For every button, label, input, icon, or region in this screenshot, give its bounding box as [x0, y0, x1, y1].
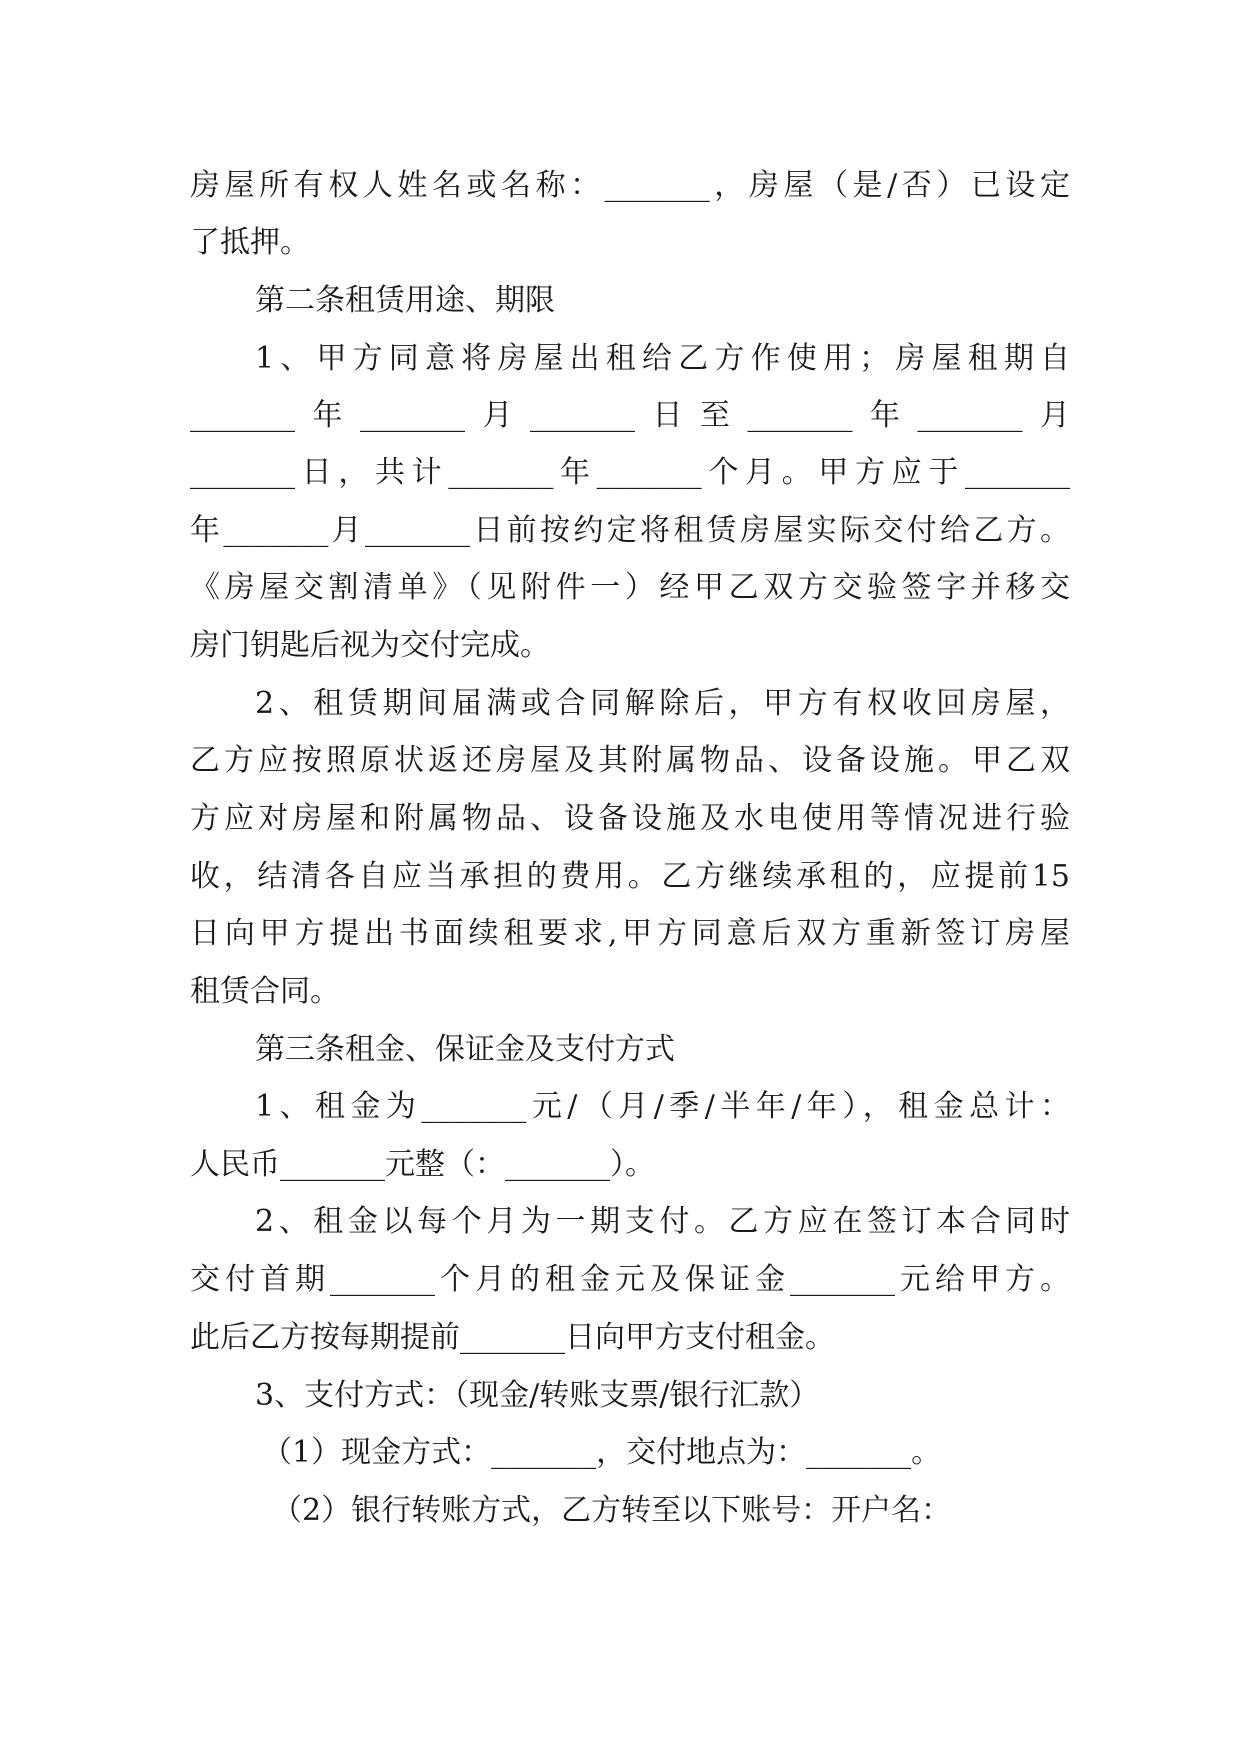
- text-line-advance-payment: 此后乙方按每期提前_______日向甲方支付租金。: [190, 1320, 835, 1355]
- text-line-handover-list: 《房屋交割清单》（见附件一）经甲乙双方交验签字并移交: [190, 570, 1070, 605]
- section-heading-article-3: 第三条租金、保证金及支付方式: [255, 1032, 675, 1067]
- text-line-mortgage: 了抵押。: [190, 225, 310, 260]
- text-line-payment-method: 3、支付方式：（现金/转账支票/银行汇款）: [255, 1378, 820, 1413]
- text-line-bank-transfer: （2）银行转账方式，乙方转至以下账号：开户名：: [272, 1493, 952, 1528]
- text-line-lease-duration: _______日，共计_______年_______个月。甲方应于_______: [190, 455, 1070, 490]
- text-line-return-property: 乙方应按照原状返还房屋及其附属物品、设备设施。甲乙双: [190, 743, 1070, 778]
- text-line-owner-name: 房屋所有权人姓名或名称：_______，房屋（是/否）已设定: [190, 168, 1070, 203]
- text-line-lease-term: 1、甲方同意将房屋出租给乙方作使用；房屋租期自: [255, 341, 1070, 376]
- text-line-handover-complete: 房门钥匙后视为交付完成。: [190, 628, 550, 663]
- text-line-inspection: 方应对房屋和附属物品、设备设施及水电使用等情况进行验: [190, 801, 1070, 836]
- text-line-contract-end: 租赁合同。: [190, 974, 340, 1009]
- text-line-first-payment: 交付首期_______个月的租金元及保证金_______元给甲方。: [190, 1262, 1070, 1297]
- text-line-cash-method: （1）现金方式：_______，交付地点为：_______。: [262, 1435, 942, 1470]
- text-line-lease-dates: _______年_______月_______日至_______年_______月: [190, 398, 1070, 433]
- text-line-settle-fees: 收，结清各自应当承担的费用。乙方继续承租的，应提前15: [190, 859, 1070, 894]
- text-line-rent-amount: 1、租金为_______元/（月/季/半年/年），租金总计：: [255, 1089, 1070, 1124]
- text-line-payment-period: 2、租金以每个月为一期支付。乙方应在签订本合同时: [255, 1204, 1070, 1239]
- text-line-renewal: 日向甲方提出书面续租要求,甲方同意后双方重新签订房屋: [190, 916, 1070, 951]
- section-heading-article-2: 第二条租赁用途、期限: [255, 283, 555, 318]
- text-line-lease-expiry: 2、租赁期间届满或合同解除后，甲方有权收回房屋，: [255, 686, 1070, 721]
- text-line-rent-total: 人民币_______元整（：_______）。: [190, 1147, 655, 1182]
- text-line-delivery-date: 年_______月_______日前按约定将租赁房屋实际交付给乙方。: [190, 513, 1070, 548]
